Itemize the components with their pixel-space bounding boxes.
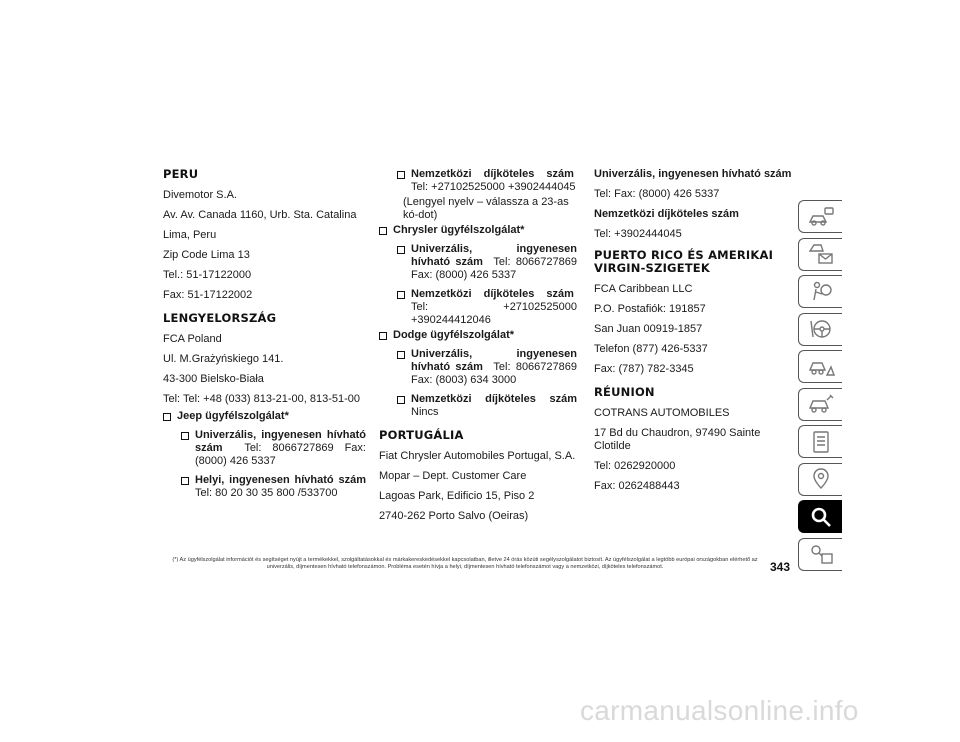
intl-number-value: Tel: +3902444045 (594, 228, 682, 240)
column-2 (379, 168, 577, 530)
checkbox-square-icon (397, 171, 405, 179)
section-title-poland: LENGYELORSZÁG (163, 311, 277, 325)
chrysler-universal-number (397, 243, 577, 282)
footnote: (*) Az ügyfélszolgálat információt és segítséget nyújt a termékekkel, szolgáltatásokkal és márkakereskedésekkel kapcsolatban, illetve 24 órás közúti segélyszolgálatot biztosít. Az ügyfélszolgálat a legtöbb európai országokban elérhető az univerzális, díjmentesen hívható telefonszámon. Probléma esetén hívja a helyi, díjmentesen hívható telefonszámot vagy a nemzetközi, díjköteles telefonszámot. (172, 557, 758, 570)
car-service-icon (807, 392, 835, 416)
person-airbag-icon (807, 280, 835, 304)
reunion-line: COTRANS AUTOMOBILES (594, 407, 730, 419)
language-note: (Lengyel nyelv – válassza a 23-as kó-dot) (403, 196, 569, 221)
checkbox-square-icon (397, 291, 405, 299)
poland-line: Ul. M.Grażyńskiego 141. (163, 353, 284, 365)
tab-steering-wheel[interactable] (798, 313, 842, 346)
steering-wheel-icon (807, 317, 835, 341)
reunion-line: Fax: 0262488443 (594, 480, 680, 492)
local-number-label: Helyi, ingyenesen hívható szám (195, 474, 366, 486)
page-number: 343 (770, 560, 791, 574)
intl-number-value: Tel: +27102525000 +3902444045 (411, 181, 576, 193)
checkbox-square-icon (163, 413, 171, 421)
chrysler-service-label: Chrysler ügyfélszolgálat* (393, 224, 525, 236)
tab-document-list[interactable] (798, 425, 842, 458)
checkbox-square-icon (181, 432, 189, 440)
tab-car-warning[interactable] (798, 350, 842, 383)
tab-index[interactable] (798, 538, 842, 571)
peru-line: Divemotor S.A. (163, 189, 237, 201)
reunion-line: Tel: 0262920000 (594, 460, 676, 472)
section-title-portugal: PORTUGÁLIA (379, 428, 464, 442)
checkbox-square-icon (379, 332, 387, 340)
section-title-reunion: RÉUNION (594, 385, 655, 399)
tab-search[interactable] (798, 500, 842, 533)
peru-line: Tel.: 51-17122000 (163, 269, 252, 281)
peru-line: Lima, Peru (163, 229, 217, 241)
chrysler-intl-number (397, 288, 577, 327)
document-list-icon (807, 430, 835, 454)
search-icon (807, 505, 835, 529)
watermark: carmanualsonline.info (580, 695, 859, 726)
jeep-local-number (181, 474, 366, 500)
universal-number-value: Tel: 8066727869 Fax: (8003) 634 3000 (411, 361, 577, 386)
poland-line: FCA Poland (163, 333, 222, 345)
chrysler-service-item (379, 224, 577, 237)
tab-car-dashboard[interactable] (798, 200, 842, 233)
universal-number-label: Univerzális, ingyenesen hívható szám (411, 243, 577, 268)
car-dashboard-icon (807, 205, 835, 229)
portugal-line: 2740-262 Porto Salvo (Oeiras) (379, 510, 529, 522)
dodge-service-label: Dodge ügyfélszolgálat* (393, 329, 515, 341)
peru-line: Av. Av. Canada 1160, Urb. Sta. Catalina (163, 209, 357, 221)
jeep-universal-number (181, 429, 366, 468)
universal-number-label: Univerzális, ingyenesen hívható szám (411, 348, 577, 373)
universal-number-value: Tel: Fax: (8000) 426 5337 (594, 188, 720, 200)
section-title-peru: PERU (163, 167, 199, 181)
jeep-service-label: Jeep ügyfélszolgálat* (177, 410, 289, 422)
universal-number-label: Univerzális, ingyenesen hívható szám (594, 168, 792, 180)
intl-number-label: Nemzetközi díjköteles szám (411, 393, 577, 405)
intl-number-label: Nemzetközi díjköteles szám (594, 208, 739, 220)
tab-person-airbag[interactable] (798, 275, 842, 308)
dodge-service-item (379, 329, 577, 342)
car-warning-icon (807, 355, 835, 379)
column-1 (163, 168, 366, 506)
poland-line: Tel: Tel: +48 (033) 813-21-00, 813-51-00 (163, 393, 361, 405)
checkbox-square-icon (181, 477, 189, 485)
portugal-line: Fiat Chrysler Automobiles Portugal, S.A. (379, 450, 576, 462)
peru-line: Zip Code Lima 13 (163, 249, 250, 261)
navigation-icon (807, 467, 835, 491)
checkbox-square-icon (397, 396, 405, 404)
tab-car-service[interactable] (798, 388, 842, 421)
jeep-service-item (163, 410, 366, 423)
index-icon (807, 542, 835, 566)
puerto-rico-line: Fax: (787) 782-3345 (594, 363, 694, 375)
puerto-rico-line: San Juan 00919-1857 (594, 323, 703, 335)
intl-number-label: Nemzetközi díjköteles szám (411, 288, 574, 300)
checkbox-square-icon (397, 351, 405, 359)
dodge-intl-number (397, 393, 577, 419)
universal-number-label: Univerzális, ingyenesen hívható szám (195, 429, 366, 454)
peru-line: Fax: 51-17122002 (163, 289, 253, 301)
portugal-line: Mopar – Dept. Customer Care (379, 470, 527, 482)
tab-navigation[interactable] (798, 463, 842, 496)
intl-number-value: Tel: +27102525000 +390244412046 (411, 301, 577, 326)
poland-line: 43-300 Bielsko-Biała (163, 373, 264, 385)
local-number-value: Tel: 80 20 30 35 800 /533700 (195, 487, 338, 499)
chapter-tabs (798, 200, 842, 575)
checkbox-square-icon (397, 246, 405, 254)
puerto-rico-line: P.O. Postafiók: 191857 (594, 303, 706, 315)
column-3 (594, 168, 794, 500)
puerto-rico-line: Telefon (877) 426-5337 (594, 343, 708, 355)
jeep-intl-number (397, 168, 577, 194)
tab-car-mail[interactable] (798, 238, 842, 271)
dodge-universal-number (397, 348, 577, 387)
car-mail-icon (807, 242, 835, 266)
section-title-puerto-rico: PUERTO RICO ÉS AMERIKAI VIRGIN-SZIGETEK (594, 248, 774, 275)
puerto-rico-line: FCA Caribbean LLC (594, 283, 693, 295)
reunion-line: 17 Bd du Chaudron, 97490 Sainte Clotilde (594, 427, 761, 452)
universal-number-value: Tel: 8066727869 Fax: (8000) 426 5337 (195, 442, 366, 467)
portugal-line: Lagoas Park, Edificio 15, Piso 2 (379, 490, 535, 502)
checkbox-square-icon (379, 227, 387, 235)
universal-number-value: Tel: 8066727869 Fax: (8000) 426 5337 (411, 256, 577, 281)
intl-number-value: Nincs (411, 406, 439, 418)
intl-number-label: Nemzetközi díjköteles szám (411, 168, 574, 180)
